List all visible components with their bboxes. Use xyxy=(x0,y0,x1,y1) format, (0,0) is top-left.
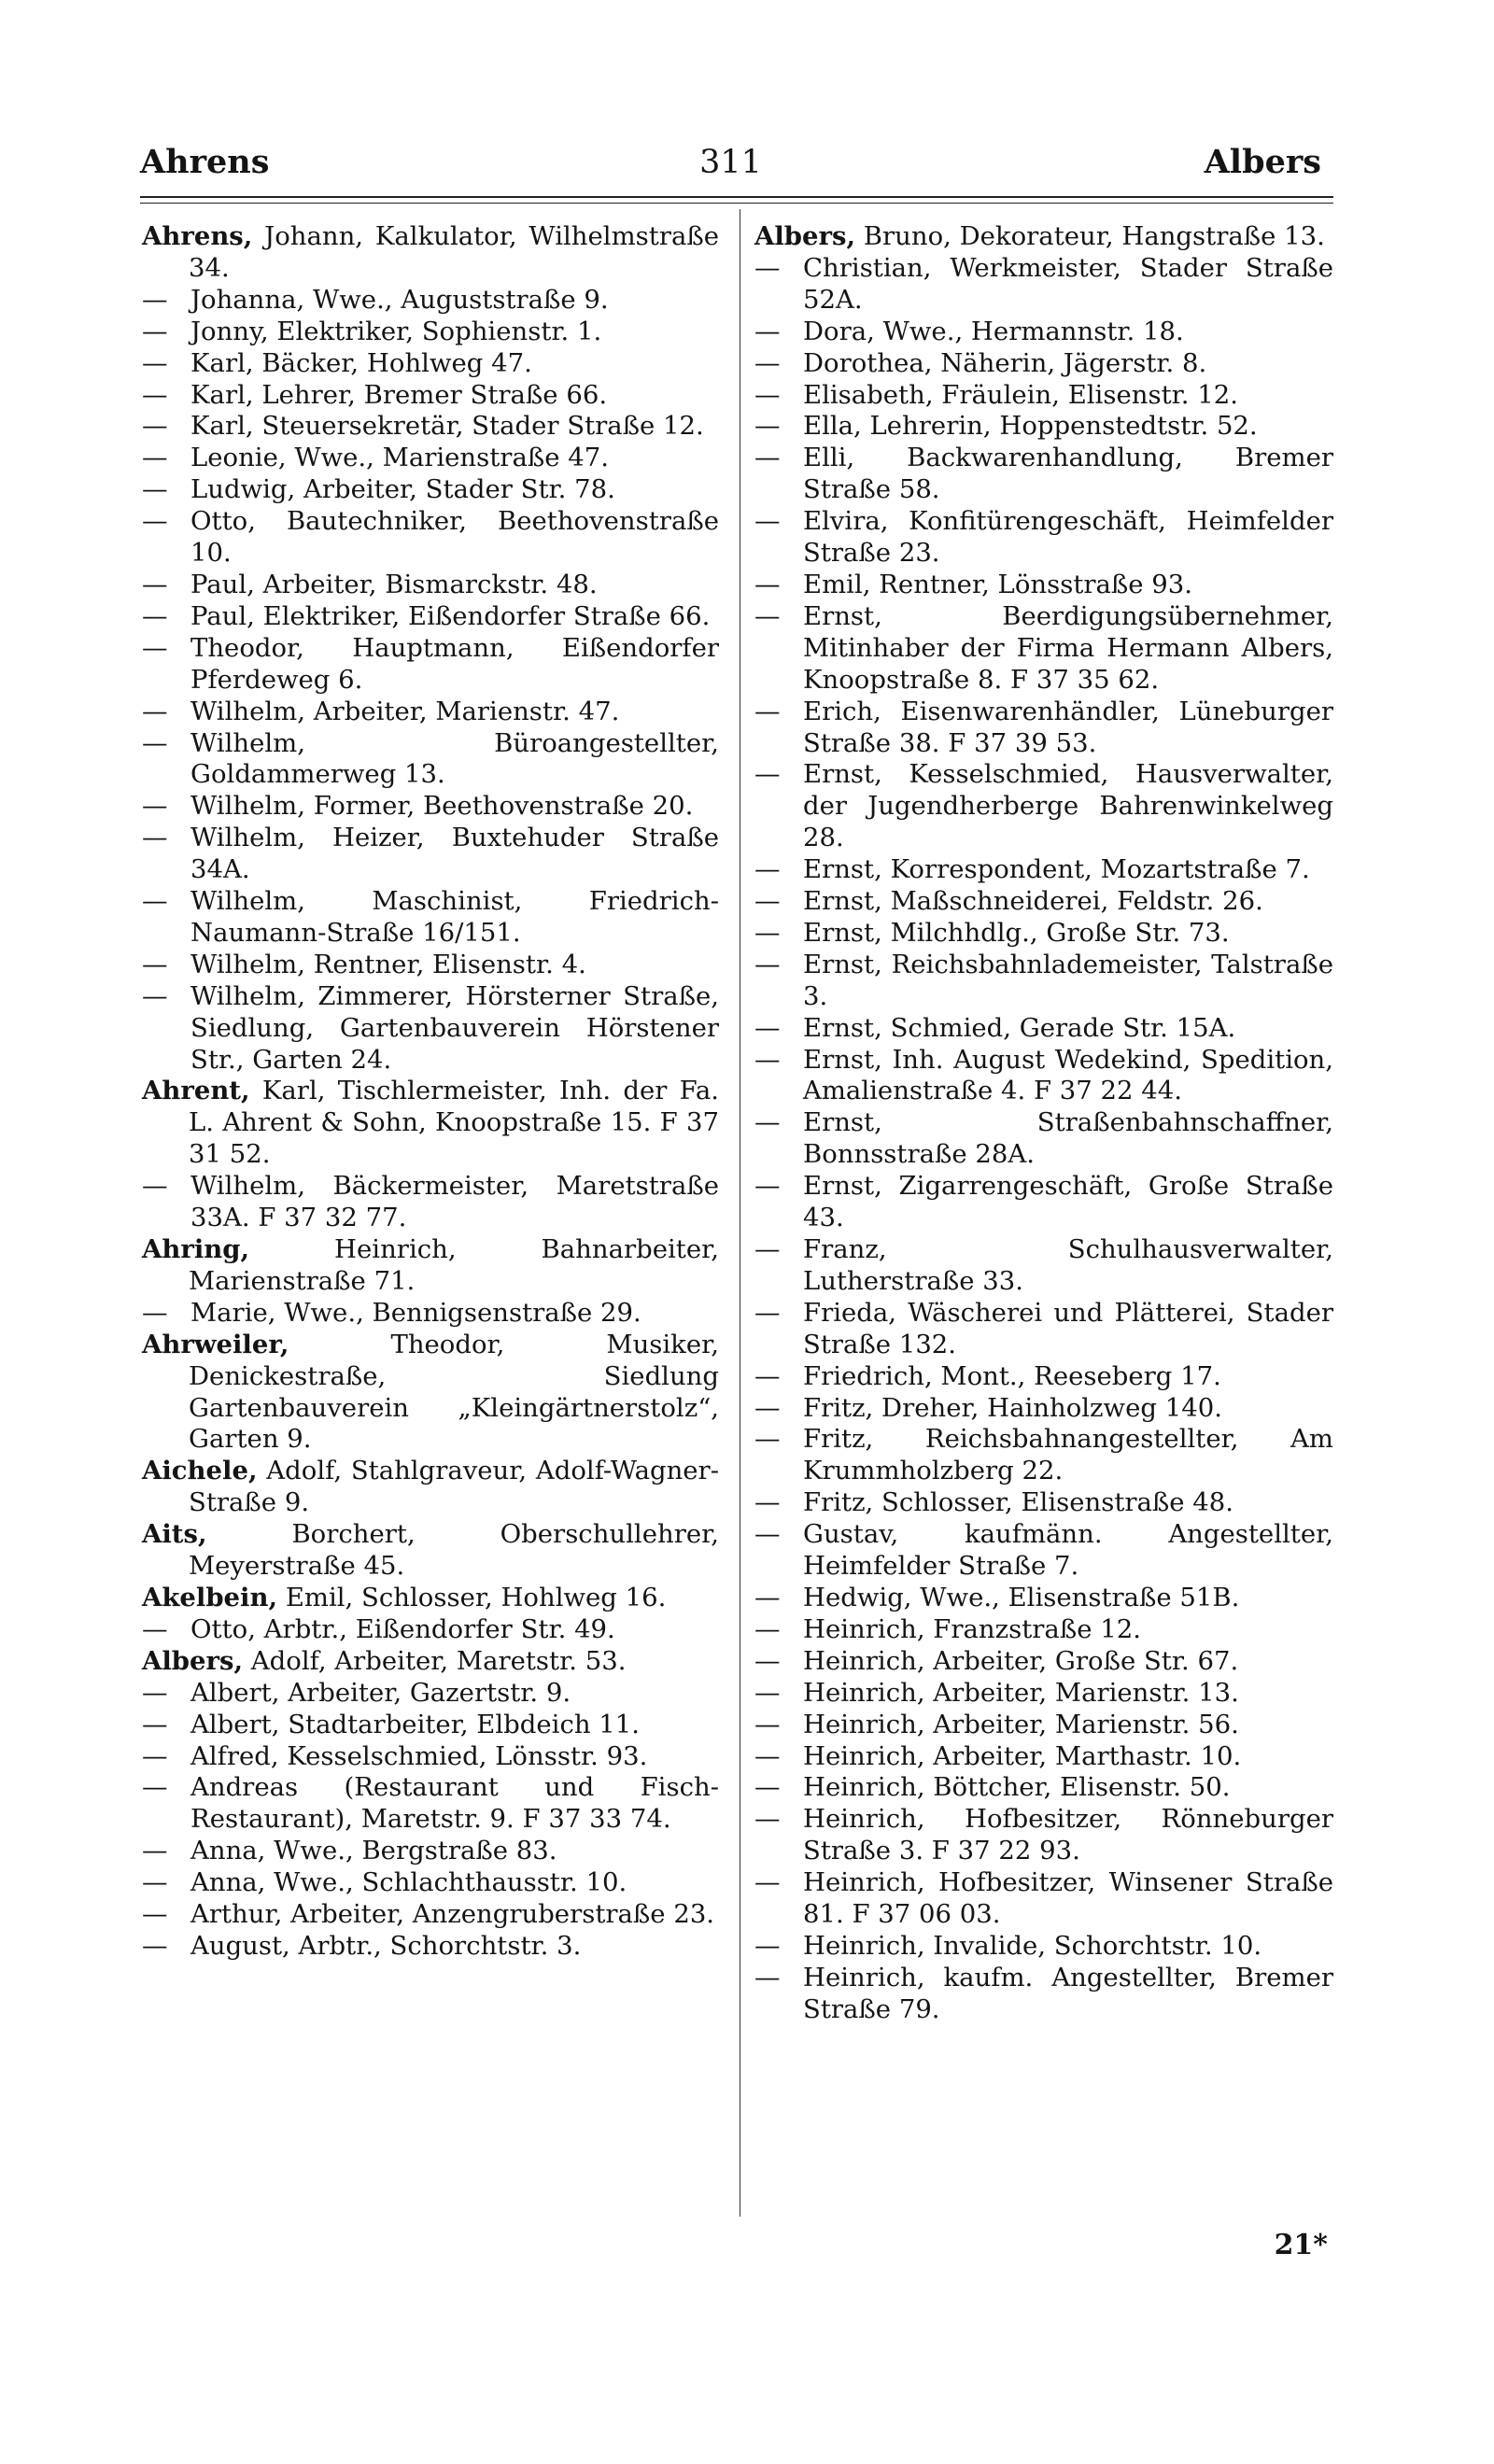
directory-sub-entry: — Theodor, Hauptmann, Eißendorfer Pferdeweg 6. xyxy=(142,632,719,695)
entry-text: Frieda, Wäscherei und Plätterei, Stader Straße 132. xyxy=(803,1297,1333,1359)
directory-sub-entry: — Heinrich, Arbeiter, Große Str. 67. xyxy=(754,1645,1239,1676)
directory-sub-entry: — Andreas (Restaurant und Fisch-Restaurant), Maretstr. 9. F 37 33 74. xyxy=(142,1772,719,1835)
directory-sub-entry: — Anna, Wwe., Bergstraße 83. xyxy=(142,1836,557,1866)
entry-text: Fritz, Dreher, Hainholzweg 140. xyxy=(803,1392,1222,1423)
page-number: 311 xyxy=(699,144,762,181)
directory-sub-entry: — Friedrich, Mont., Reeseberg 17. xyxy=(754,1360,1221,1391)
directory-sub-entry: — Otto, Arbtr., Eißendorfer Str. 49. xyxy=(142,1613,615,1644)
entry-text: Elvira, Konfitürengeschäft, Heimfelder Straße 23. xyxy=(803,506,1333,569)
directory-sub-entry: — Wilhelm, Heizer, Buxtehuder Straße 34A. xyxy=(142,823,719,885)
directory-sub-entry: — Heinrich, Franzstraße 12. xyxy=(754,1613,1141,1644)
entry-surname: Albers, xyxy=(142,1645,244,1676)
directory-sub-entry: — Arthur, Arbeiter, Anzengruberstraße 23. xyxy=(142,1899,715,1930)
directory-entry xyxy=(142,1646,719,1678)
directory-sub-entry: — Wilhelm, Former, Beethovenstraße 20. xyxy=(142,791,694,822)
directory-sub-entry: — Christian, Werkmeister, Stader Straße 52A. xyxy=(754,252,1333,315)
entry-text: Heinrich, Bahnarbeiter, Marienstraße 71. xyxy=(189,1234,719,1296)
directory-sub-entry: — Alfred, Kesselschmied, Lönsstr. 93. xyxy=(142,1740,648,1771)
entry-text: Arthur, Arbeiter, Anzengruberstraße 23. xyxy=(190,1899,715,1930)
directory-sub-entry: — Franz, Schulhausverwalter, Lutherstraße 33. xyxy=(754,1234,1333,1296)
entry-surname: Aits, xyxy=(142,1519,207,1550)
entry-text: Andreas (Restaurant und Fisch-Restaurant), Maretstr. 9. F 37 33 74. xyxy=(190,1772,719,1835)
entry-text: Johann, Kalkulator, Wilhelmstraße 34. xyxy=(189,221,719,283)
directory-sub-entry: — Wilhelm, Maschinist, Friedrich-Naumann-Straße 16/151. xyxy=(142,886,719,948)
directory-sub-entry: — Ernst, Inh. August Wedekind, Spedition, Amalienstraße 4. F 37 22 44. xyxy=(754,1044,1333,1106)
entry-text: Ernst, Zigarrengeschäft, Große Straße 43. xyxy=(803,1171,1333,1233)
directory-sub-entry: — Elisabeth, Fräulein, Elisenstr. 12. xyxy=(754,379,1238,410)
directory-sub-entry: — Ernst, Maßschneiderei, Feldstr. 26. xyxy=(754,886,1263,917)
directory-entry xyxy=(142,1234,719,1298)
entry-text: Ernst, Korrespondent, Mozartstraße 7. xyxy=(803,854,1310,885)
entry-text: Gustav, kaufmänn. Angestellter, Heimfelder Straße 7. xyxy=(803,1519,1333,1582)
directory-sub-entry: — Gustav, kaufmänn. Angestellter, Heimfelder Straße 7. xyxy=(754,1519,1333,1582)
directory-sub-entry: — Johanna, Wwe., Auguststraße 9. xyxy=(142,284,609,315)
entry-text: Fritz, Reichsbahnangestellter, Am Krummholzberg 22. xyxy=(803,1424,1333,1486)
header-last-name: Albers xyxy=(1204,143,1321,181)
entry-text: Ernst, Reichsbahnlademeister, Talstraße 3. xyxy=(803,949,1333,1011)
entry-text: Ella, Lehrerin, Hoppenstedtstr. 52. xyxy=(803,411,1258,442)
directory-sub-entry: — Karl, Bäcker, Hohlweg 47. xyxy=(142,347,532,378)
entry-text: Heinrich, kaufm. Angestellter, Bremer Straße 79. xyxy=(803,1962,1333,2024)
entry-text: Marie, Wwe., Bennigsenstraße 29. xyxy=(190,1297,641,1328)
entry-text: Paul, Elektriker, Eißendorfer Straße 66. xyxy=(190,600,711,631)
directory-entry xyxy=(142,221,719,285)
entry-text: Ernst, Schmied, Gerade Str. 15A. xyxy=(803,1012,1236,1043)
entry-text: Wilhelm, Heizer, Buxtehuder Straße 34A. xyxy=(190,823,719,885)
entry-text: Adolf, Arbeiter, Maretstr. 53. xyxy=(243,1645,627,1676)
directory-sub-entry: — Heinrich, Invalide, Schorchtstr. 10. xyxy=(754,1930,1262,1961)
entry-surname: Aichele, xyxy=(142,1456,258,1486)
directory-sub-entry: — Heinrich, Arbeiter, Marienstr. 56. xyxy=(754,1709,1239,1739)
entry-text: Otto, Arbtr., Eißendorfer Str. 49. xyxy=(190,1613,615,1644)
entry-text: Emil, Schlosser, Hohlweg 16. xyxy=(277,1582,667,1612)
left-column xyxy=(142,221,719,1963)
directory-sub-entry: — Fritz, Schlosser, Elisenstraße 48. xyxy=(754,1487,1234,1518)
directory-sub-entry: — Ernst, Schmied, Gerade Str. 15A. xyxy=(754,1012,1236,1043)
directory-sub-entry: — Hedwig, Wwe., Elisenstraße 51B. xyxy=(754,1582,1240,1612)
entry-text: Dorothea, Näherin, Jägerstr. 8. xyxy=(803,347,1207,378)
entry-surname: Ahrweiler, xyxy=(142,1329,289,1359)
entry-text: Otto, Bautechniker, Beethovenstraße 10. xyxy=(190,506,719,569)
entry-text: Heinrich, Arbeiter, Marthastr. 10. xyxy=(803,1740,1242,1771)
entry-text: Heinrich, Hofbesitzer, Winsener Straße 81. F 37 06 03. xyxy=(803,1867,1333,1930)
entry-text: Bruno, Dekorateur, Hangstraße 13. xyxy=(855,221,1325,251)
entry-text: Ernst, Maßschneiderei, Feldstr. 26. xyxy=(803,886,1263,917)
entry-text: Anna, Wwe., Schlachthausstr. 10. xyxy=(190,1867,627,1898)
directory-sub-entry: — Emil, Rentner, Lönsstraße 93. xyxy=(754,569,1193,599)
directory-sub-entry: — Erich, Eisenwarenhändler, Lüneburger Straße 38. F 37 39 53. xyxy=(754,696,1333,758)
header-first-name: Ahrens xyxy=(140,143,270,181)
directory-sub-entry: — Wilhelm, Arbeiter, Marienstr. 47. xyxy=(142,696,620,726)
directory-entry xyxy=(142,1076,719,1171)
entry-text: Wilhelm, Former, Beethovenstraße 20. xyxy=(190,791,694,822)
directory-entry xyxy=(754,221,1333,253)
directory-entry xyxy=(142,1456,719,1519)
directory-sub-entry: — Dorothea, Näherin, Jägerstr. 8. xyxy=(754,347,1207,378)
signature-mark: 21* xyxy=(1274,2229,1328,2261)
entry-text: Karl, Bäcker, Hohlweg 47. xyxy=(190,347,532,378)
right-column xyxy=(754,221,1333,2026)
directory-sub-entry: — Ernst, Straßenbahnschaffner, Bonnsstraße 28A. xyxy=(754,1107,1333,1170)
entry-text: Anna, Wwe., Bergstraße 83. xyxy=(190,1836,557,1866)
directory-sub-entry: — Albert, Stadtarbeiter, Elbdeich 11. xyxy=(142,1709,641,1739)
entry-text: Wilhelm, Bäckermeister, Maretstraße 33A. F 37 32 77. xyxy=(190,1171,719,1233)
entry-text: Adolf, Stahlgraveur, Adolf-Wagner-Straße 9. xyxy=(189,1456,719,1518)
directory-sub-entry: — Fritz, Reichsbahnangestellter, Am Krummholzberg 22. xyxy=(754,1424,1333,1486)
entry-text: August, Arbtr., Schorchtstr. 3. xyxy=(190,1930,582,1961)
entry-text: Theodor, Hauptmann, Eißendorfer Pferdeweg 6. xyxy=(190,632,719,695)
directory-sub-entry: — Wilhelm, Rentner, Elisenstr. 4. xyxy=(142,949,586,979)
directory-sub-entry: — Ernst, Korrespondent, Mozartstraße 7. xyxy=(754,854,1310,885)
directory-sub-entry: — Heinrich, Arbeiter, Marienstr. 13. xyxy=(754,1677,1239,1708)
directory-sub-entry: — Jonny, Elektriker, Sophienstr. 1. xyxy=(142,316,602,346)
entry-text: Alfred, Kesselschmied, Lönsstr. 93. xyxy=(190,1740,648,1771)
entry-text: Wilhelm, Rentner, Elisenstr. 4. xyxy=(190,949,586,979)
directory-sub-entry: — Heinrich, Hofbesitzer, Rönneburger Straße 3. F 37 22 93. xyxy=(754,1804,1333,1866)
directory-sub-entry: — Ernst, Zigarrengeschäft, Große Straße 43. xyxy=(754,1171,1333,1233)
entry-text: Wilhelm, Zimmerer, Hörsterner Straße, Siedlung, Gartenbauverein Hörstener Str., Garten 24. xyxy=(190,980,719,1075)
directory-sub-entry: — Fritz, Dreher, Hainholzweg 140. xyxy=(754,1392,1222,1423)
entry-text: Franz, Schulhausverwalter, Lutherstraße 33. xyxy=(803,1234,1333,1296)
directory-sub-entry: — Heinrich, Hofbesitzer, Winsener Straße 81. F 37 06 03. xyxy=(754,1867,1333,1930)
entry-text: Ernst, Milchhdlg., Große Str. 73. xyxy=(803,917,1230,948)
entry-text: Karl, Steuersekretär, Stader Straße 12. xyxy=(190,411,704,442)
directory-sub-entry: — Ernst, Kesselschmied, Hausverwalter, der Jugendherberge Bahrenwinkelweg 28. xyxy=(754,759,1333,853)
directory-sub-entry: — Wilhelm, Zimmerer, Hörsterner Straße, Siedlung, Gartenbauverein Hörstener Str., Garten 24. xyxy=(142,980,719,1075)
directory-sub-entry: — Otto, Bautechniker, Beethovenstraße 10. xyxy=(142,506,719,569)
entry-text: Heinrich, Arbeiter, Marienstr. 56. xyxy=(803,1709,1239,1739)
entry-text: Wilhelm, Büroangestellter, Goldammerweg 13. xyxy=(190,727,719,790)
entry-text: Jonny, Elektriker, Sophienstr. 1. xyxy=(190,316,602,346)
directory-sub-entry: — Marie, Wwe., Bennigsenstraße 29. xyxy=(142,1297,641,1328)
entry-text: Ernst, Inh. August Wedekind, Spedition, Amalienstraße 4. F 37 22 44. xyxy=(803,1044,1333,1106)
entry-text: Johanna, Wwe., Auguststraße 9. xyxy=(190,284,609,315)
directory-sub-entry: — Ernst, Milchhdlg., Große Str. 73. xyxy=(754,917,1230,948)
directory-sub-entry: — Albert, Arbeiter, Gazertstr. 9. xyxy=(142,1677,571,1708)
entry-text: Borchert, Oberschullehrer, Meyerstraße 45. xyxy=(189,1519,719,1582)
entry-text: Emil, Rentner, Lönsstraße 93. xyxy=(803,569,1193,599)
entry-text: Wilhelm, Maschinist, Friedrich-Naumann-Straße 16/151. xyxy=(190,886,719,948)
directory-sub-entry: — August, Arbtr., Schorchtstr. 3. xyxy=(142,1930,582,1961)
entry-text: Heinrich, Arbeiter, Marienstr. 13. xyxy=(803,1677,1239,1708)
entry-text: Dora, Wwe., Hermannstr. 18. xyxy=(803,316,1184,346)
entry-text: Christian, Werkmeister, Stader Straße 52A. xyxy=(803,252,1333,315)
running-header xyxy=(140,138,1321,187)
directory-sub-entry: — Ludwig, Arbeiter, Stader Str. 78. xyxy=(142,474,615,505)
entry-surname: Akelbein, xyxy=(142,1582,278,1612)
entry-text: Erich, Eisenwarenhändler, Lüneburger Straße 38. F 37 39 53. xyxy=(803,696,1333,758)
entry-text: Paul, Arbeiter, Bismarckstr. 48. xyxy=(190,569,598,599)
entry-text: Heinrich, Invalide, Schorchtstr. 10. xyxy=(803,1930,1262,1961)
entry-text: Heinrich, Franzstraße 12. xyxy=(803,1613,1141,1644)
directory-sub-entry: — Heinrich, kaufm. Angestellter, Bremer Straße 79. xyxy=(754,1962,1333,2024)
directory-sub-entry: — Paul, Arbeiter, Bismarckstr. 48. xyxy=(142,569,598,599)
entry-text: Ernst, Kesselschmied, Hausverwalter, der Jugendherberge Bahrenwinkelweg 28. xyxy=(803,759,1333,853)
directory-sub-entry: — Karl, Lehrer, Bremer Straße 66. xyxy=(142,379,608,410)
entry-text: Karl, Tischlermeister, Inh. der Fa. L. Ahrent & Sohn, Knoopstraße 15. F 37 31 52. xyxy=(189,1076,719,1170)
directory-entry xyxy=(142,1519,719,1583)
directory-sub-entry: — Heinrich, Arbeiter, Marthastr. 10. xyxy=(754,1740,1242,1771)
directory-sub-entry: — Paul, Elektriker, Eißendorfer Straße 66. xyxy=(142,600,711,631)
entry-text: Theodor, Musiker, Denickestraße, Siedlung Gartenbauverein „Kleingärtnerstolz“, Garten 9. xyxy=(189,1329,719,1455)
directory-sub-entry: — Ernst, Beerdigungsübernehmer, Mitinhaber der Firma Hermann Albers, Knoopstraße 8. F 37 35 62. xyxy=(754,600,1333,695)
entry-text: Fritz, Schlosser, Elisenstraße 48. xyxy=(803,1487,1234,1518)
entry-surname: Ahrent, xyxy=(142,1076,250,1106)
entry-text: Wilhelm, Arbeiter, Marienstr. 47. xyxy=(190,696,620,726)
header-rule xyxy=(140,196,1333,198)
entry-text: Karl, Lehrer, Bremer Straße 66. xyxy=(190,379,608,410)
entry-text: Leonie, Wwe., Marienstraße 47. xyxy=(190,443,609,473)
directory-sub-entry: — Ernst, Reichsbahnlademeister, Talstraße 3. xyxy=(754,949,1333,1011)
entry-text: Elisabeth, Fräulein, Elisenstr. 12. xyxy=(803,379,1238,410)
entry-text: Hedwig, Wwe., Elisenstraße 51B. xyxy=(803,1582,1240,1612)
directory-sub-entry: — Ella, Lehrerin, Hoppenstedtstr. 52. xyxy=(754,411,1258,442)
directory-sub-entry: — Frieda, Wäscherei und Plätterei, Stader Straße 132. xyxy=(754,1297,1333,1359)
directory-sub-entry: — Elli, Backwarenhandlung, Bremer Straße 58. xyxy=(754,443,1333,505)
entry-text: Heinrich, Hofbesitzer, Rönneburger Straße 3. F 37 22 93. xyxy=(803,1804,1333,1866)
directory-sub-entry: — Leonie, Wwe., Marienstraße 47. xyxy=(142,443,609,473)
entry-text: Ernst, Straßenbahnschaffner, Bonnsstraße 28A. xyxy=(803,1107,1333,1170)
entry-text: Heinrich, Arbeiter, Große Str. 67. xyxy=(803,1645,1239,1676)
directory-sub-entry: — Dora, Wwe., Hermannstr. 18. xyxy=(754,316,1184,346)
entry-surname: Albers, xyxy=(754,221,856,251)
directory-sub-entry: — Anna, Wwe., Schlachthausstr. 10. xyxy=(142,1867,627,1898)
directory-sub-entry: — Karl, Steuersekretär, Stader Straße 12. xyxy=(142,411,704,442)
entry-text: Heinrich, Böttcher, Elisenstr. 50. xyxy=(803,1772,1231,1803)
entry-text: Friedrich, Mont., Reeseberg 17. xyxy=(803,1360,1221,1391)
entry-surname: Ahrens, xyxy=(142,221,253,251)
entry-text: Elli, Backwarenhandlung, Bremer Straße 58. xyxy=(803,443,1333,505)
directory-entry xyxy=(142,1330,719,1457)
header-rule-thin xyxy=(140,203,1333,204)
entry-text: Ludwig, Arbeiter, Stader Str. 78. xyxy=(190,474,615,505)
entry-surname: Ahring, xyxy=(142,1234,250,1264)
directory-sub-entry: — Wilhelm, Büroangestellter, Goldammerweg 13. xyxy=(142,727,719,790)
directory-sub-entry: — Wilhelm, Bäckermeister, Maretstraße 33A. F 37 32 77. xyxy=(142,1171,719,1233)
directory-sub-entry: — Elvira, Konfitürengeschäft, Heimfelder Straße 23. xyxy=(754,506,1333,569)
entry-text: Albert, Arbeiter, Gazertstr. 9. xyxy=(190,1677,571,1708)
entry-text: Albert, Stadtarbeiter, Elbdeich 11. xyxy=(190,1709,641,1739)
entry-text: Ernst, Beerdigungsübernehmer, Mitinhaber der Firma Hermann Albers, Knoopstraße 8. F 37 35 62. xyxy=(803,600,1333,695)
directory-entry xyxy=(142,1583,719,1614)
directory-sub-entry: — Heinrich, Böttcher, Elisenstr. 50. xyxy=(754,1772,1231,1803)
